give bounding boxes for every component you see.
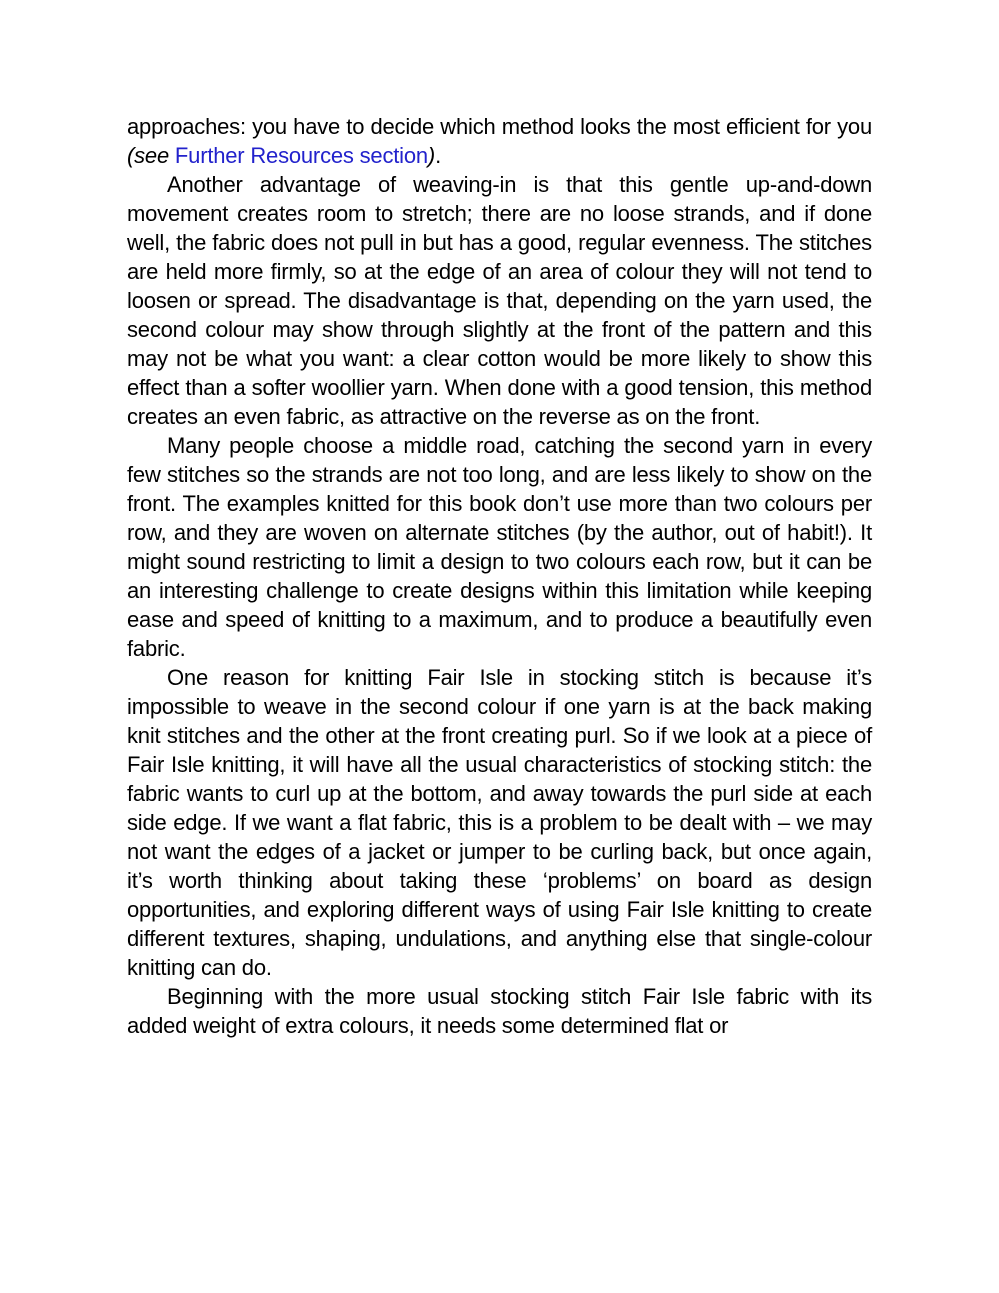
paragraph-weaving-advantage: Another advantage of weaving-in is that this gentle up-and-down movement creates room to stretch; there are no loose strands, and if done well, the fabric does not pull in but has a good, regular evenness. The stitches are held more firmly, so at the edge of an area of colour they will not tend to loosen or spread. The disadvantage is that, depending on the yarn used, the second colour may show through slightly at the front of the pattern and this may not be what you want: a clear cotton would be more likely to show this effect than a softer woollier yarn. When done with a good tension, this method creates an even fabric, as attractive on the reverse as on the front.: [127, 172, 872, 429]
further-resources-link[interactable]: Further Resources section: [174, 143, 428, 168]
intro-period: .: [435, 143, 441, 168]
intro-see-italic: (see: [127, 143, 175, 168]
paragraph-beginning: Beginning with the more usual stocking stitch Fair Isle fabric with its added weight of extra colours, it needs some determined flat or: [127, 984, 872, 1038]
text-block: [127, 112, 872, 1040]
intro-text: approaches: you have to decide which method looks the most efficient for you: [127, 114, 872, 139]
intro-close-paren-italic: ): [427, 143, 436, 168]
paragraph-intro: [127, 112, 872, 170]
paragraph-stocking-stitch: One reason for knitting Fair Isle in stocking stitch is because it’s impossible to weave in the second colour if one yarn is at the back making knit stitches and the other at the front creating purl. So if we look at a piece of Fair Isle knitting, it will have all the usual characteristics of stocking stitch: the fabric wants to curl up at the bottom, and away towards the purl side at each side edge. If we want a flat fabric, this is a problem to be dealt with – we may not want the edges of a jacket or jumper to be curling back, but once again, it’s worth thinking about taking these ‘problems’ on board as design opportunities, and exploring different ways of using Fair Isle knitting to create different textures, shaping, undulations, and anything else that single-colour knitting can do.: [127, 665, 872, 980]
paragraph-middle-road: Many people choose a middle road, catching the second yarn in every few stitches so the strands are not too long, and are less likely to show on the front. The examples knitted for this book don’t use more than two colours per row, and they are woven on alternate stitches (by the author, out of habit!). It might sound restricting to limit a design to two colours each row, but it can be an interesting challenge to create designs within this limitation while keeping ease and speed of knitting to a maximum, and to produce a beautifully even fabric.: [127, 433, 872, 661]
